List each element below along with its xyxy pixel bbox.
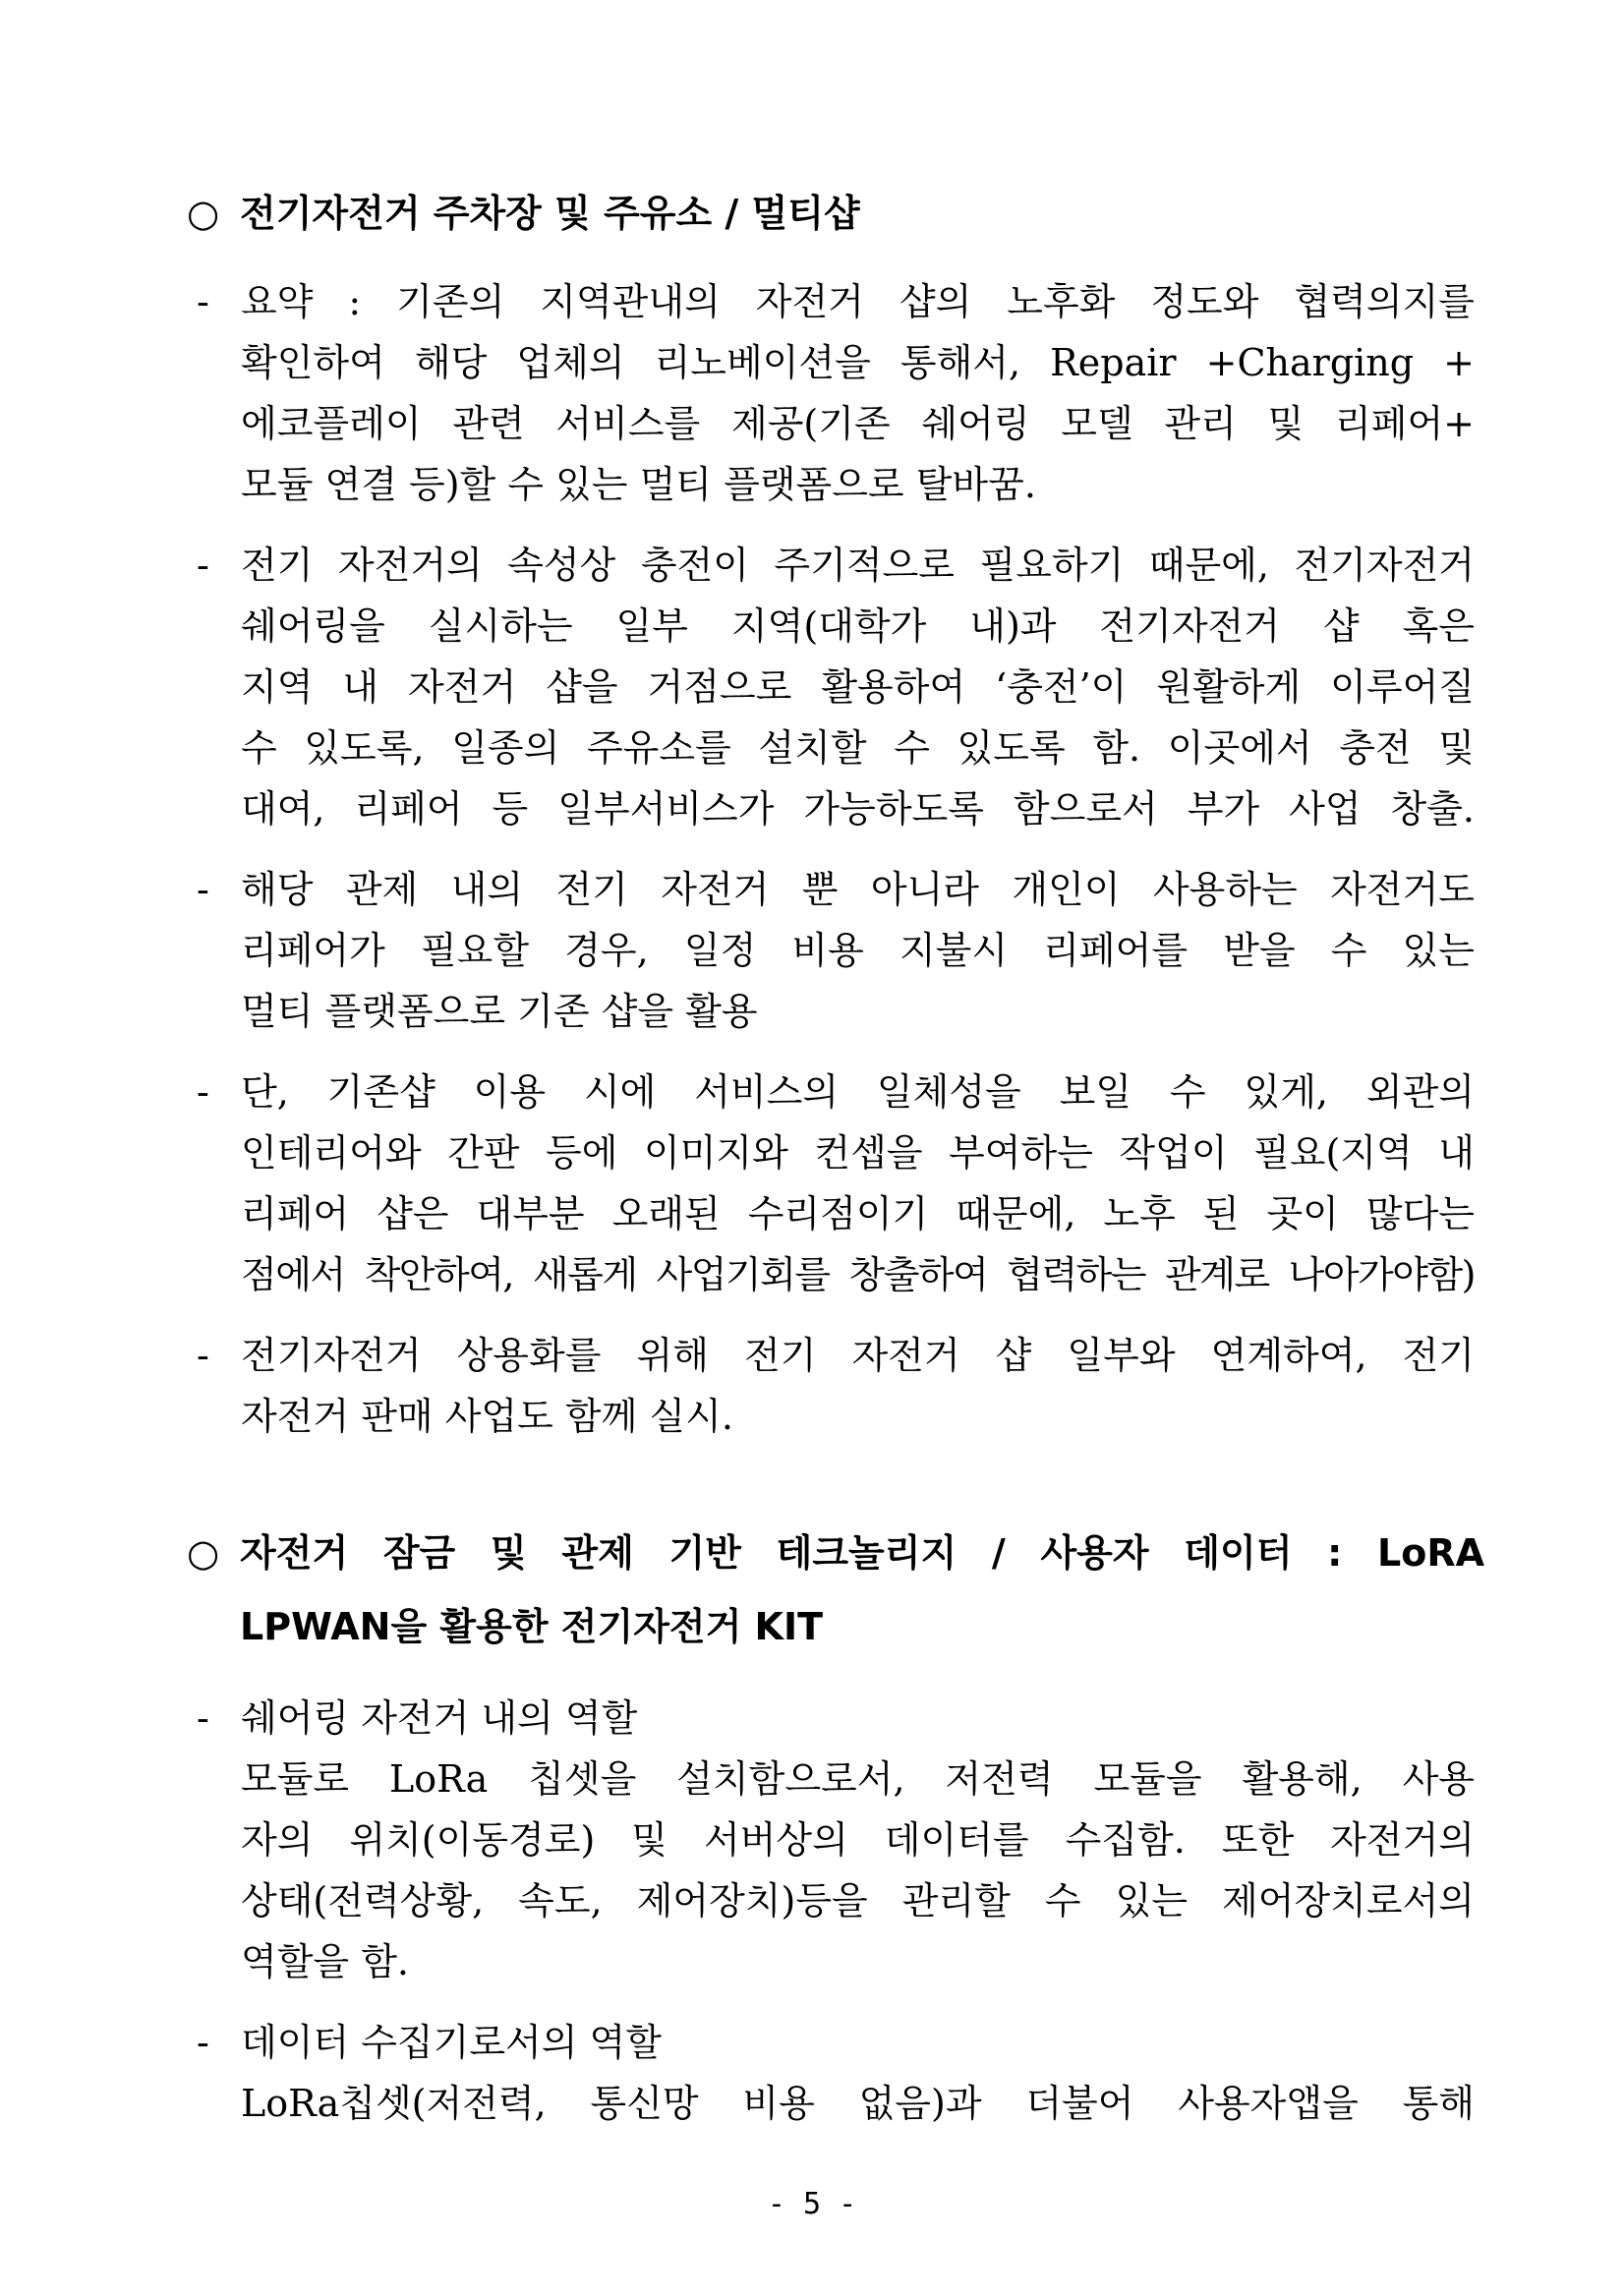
section-heading-2 (187, 1517, 1484, 1664)
circle-bullet-icon: ○ (187, 1531, 220, 1575)
dash-bullet: - (197, 544, 209, 587)
section-heading-1 (187, 177, 1484, 251)
dash-bullet: - (197, 280, 209, 323)
paragraph-line: 대여, 리페어 등 일부서비스가 가능하도록 함으로서 부가 사업 창출. (241, 787, 1475, 831)
paragraph-line: 쉐어링을 실시하는 일부 지역(대학가 내)과 전기자전거 샵 혹은 (241, 604, 1475, 648)
paragraph-line: 인테리어와 간판 등에 이미지와 컨셉을 부여하는 작업이 필요(지역 내 (241, 1131, 1475, 1175)
paragraph-line: 자전거 판매 사업도 함께 실시. (241, 1395, 733, 1438)
dash-bullet: - (197, 1070, 209, 1114)
paragraph-line: 멀티 플랫폼으로 기존 샵을 활용 (241, 990, 758, 1033)
section-title-line: LPWAN을 활용한 전기자전거 KIT (240, 1605, 824, 1648)
section-title: 전기자전거 주차장 및 주유소 / 멀티샵 (240, 192, 860, 235)
dash-bullet: - (197, 2021, 209, 2064)
paragraph-line: 점에서 착안하여, 새롭게 사업기회를 창출하여 협력하는 관계로 나아가야함) (241, 1253, 1475, 1296)
paragraph-line: 모듈 연결 등)할 수 있는 멀티 플랫폼으로 탈바꿈. (241, 463, 1036, 506)
dash-bullet: - (197, 868, 209, 911)
dash-bullet: - (197, 1334, 209, 1377)
paragraph-line: 쉐어링 자전거 내의 역할 (241, 1696, 638, 1740)
paragraph-line: 에코플레이 관련 서비스를 제공(기존 쉐어링 모델 관리 및 리페어+ (241, 402, 1475, 445)
paragraph-line: 전기 자전거의 속성상 충전이 주기적으로 필요하기 때문에, 전기자전거 (241, 544, 1475, 587)
paragraph-line: 확인하여 해당 업체의 리노베이션을 통해서, Repair +Charging + (241, 341, 1475, 384)
paragraph-line: 데이터 수집기로서의 역할 (241, 2021, 662, 2064)
paragraph-line: 전기자전거 상용화를 위해 전기 자전거 샵 일부와 연계하여, 전기 (241, 1334, 1475, 1377)
paragraph-line: 단, 기존샵 이용 시에 서비스의 일체성을 보일 수 있게, 외관의 (241, 1070, 1475, 1114)
paragraph-line: 상태(전력상황, 속도, 제어장치)등을 관리할 수 있는 제어장치로서의 (241, 1879, 1475, 1923)
paragraph-line: 해당 관제 내의 전기 자전거 뿐 아니라 개인이 사용하는 자전거도 (241, 868, 1475, 911)
circle-bullet-icon: ○ (187, 192, 220, 235)
paragraph-line: 수 있도록, 일종의 주유소를 설치할 수 있도록 함. 이곳에서 충전 및 (241, 726, 1475, 770)
dash-bullet: - (197, 1696, 209, 1740)
page-number: - 5 - (767, 2187, 857, 2221)
paragraph-line: 역할을 함. (241, 1940, 409, 1983)
paragraph-line: 모듈로 LoRa 칩셋을 설치함으로서, 저전력 모듈을 활용해, 사용 (241, 1757, 1475, 1801)
section-title-line: 자전거 잠금 및 관제 기반 테크놀리지 / 사용자 데이터 : LoRA (240, 1531, 1484, 1575)
paragraph-line: 지역 내 자전거 샵을 거점으로 활용하여 ‘충전’이 원활하게 이루어질 (241, 665, 1475, 709)
paragraph-line: 리페어가 필요할 경우, 일정 비용 지불시 리페어를 받을 수 있는 (241, 929, 1475, 972)
paragraph-line: 리페어 샵은 대부분 오래된 수리점이기 때문에, 노후 된 곳이 많다는 (241, 1192, 1475, 1235)
paragraph-line: LoRa칩셋(저전력, 통신망 비용 없음)과 더불어 사용자앱을 통해 (241, 2082, 1475, 2125)
paragraph-line: 자의 위치(이동경로) 및 서버상의 데이터를 수집함. 또한 자전거의 (241, 1818, 1475, 1862)
paragraph-line: 요약 : 기존의 지역관내의 자전거 샵의 노후화 정도와 협력의지를 (241, 280, 1475, 323)
